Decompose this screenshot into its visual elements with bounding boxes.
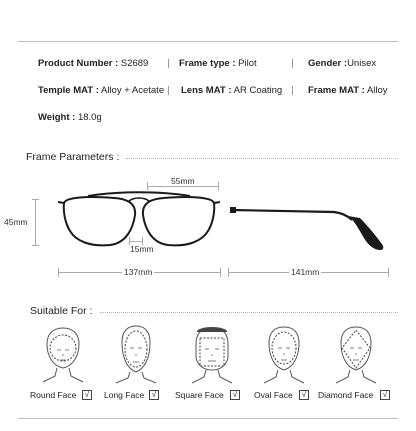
gender-value: Unisex (347, 58, 377, 69)
frame-type-value: Pilot (238, 58, 257, 69)
glasses-side-view (230, 206, 390, 256)
weight-label: Weight : (38, 112, 76, 123)
product-number-value: S2689 (120, 58, 149, 69)
spec-gender (308, 58, 376, 69)
temple-mat-value: Alloy + Acetate (101, 85, 165, 96)
nose-bridge (129, 198, 149, 201)
lens-mat-value: AR Coating (233, 85, 283, 96)
left-lens-rim (64, 197, 135, 245)
temple-length-label: 141mm (291, 267, 320, 277)
spec-weight (38, 112, 102, 123)
spec-separator (292, 86, 293, 95)
frame-mat-label: Frame MAT : (308, 85, 365, 96)
top-bridge (88, 192, 190, 196)
spec-temple-mat (38, 85, 164, 96)
diamond-face-label: Diamond Face (318, 390, 374, 400)
oval-face-checkbox: √ (299, 390, 309, 400)
round-face-label: Round Face (30, 390, 77, 400)
spec-lens-mat (181, 85, 282, 96)
weight-value: 18.0g (77, 112, 102, 123)
lens-width-label: 55mm (171, 176, 195, 186)
frame-width-label: 137mm (124, 267, 153, 277)
spec-frame-type (179, 58, 257, 69)
bridge-width-label: 15mm (130, 244, 154, 254)
diamond-face-checkbox: √ (380, 390, 390, 400)
dim-tick (32, 199, 39, 200)
spec-separator (168, 86, 169, 95)
frame-type-label: Frame type : (179, 58, 236, 69)
lens-height-line (35, 199, 36, 245)
lens-mat-label: Lens MAT : (181, 85, 232, 96)
square-face-checkbox: √ (230, 390, 240, 400)
right-lens-rim (143, 197, 214, 245)
bottom-divider (18, 418, 398, 419)
section-divider (100, 312, 398, 313)
spec-frame-mat (308, 85, 388, 96)
temple-tip (348, 216, 383, 250)
suitable-for-title: Suitable For : (30, 305, 93, 317)
top-divider (18, 41, 398, 42)
square-face-label: Square Face (175, 390, 224, 400)
long-face-label: Long Face (104, 390, 145, 400)
bridge-width-line (129, 241, 142, 242)
spec-separator (292, 59, 293, 68)
gender-label: Gender : (308, 58, 348, 69)
dim-tick (218, 182, 219, 190)
frame-parameters-title: Frame Parameters : (26, 151, 120, 163)
lens-height-label: 45mm (4, 217, 28, 227)
long-face-icon (110, 322, 162, 384)
round-face-icon (37, 322, 89, 384)
long-face-checkbox: √ (149, 390, 159, 400)
square-face-icon (186, 322, 238, 384)
temple-mat-label: Temple MAT : (38, 85, 99, 96)
spec-product-number (38, 58, 148, 69)
section-divider (126, 158, 398, 159)
oval-face-label: Oval Face (254, 390, 293, 400)
temple-arm (232, 210, 352, 220)
product-number-label: Product Number : (38, 58, 119, 69)
oval-face-icon (258, 322, 310, 384)
dim-tick (220, 268, 221, 277)
lens-width-line (147, 186, 218, 187)
dim-tick (388, 268, 389, 277)
dim-tick (32, 245, 39, 246)
round-face-checkbox: √ (82, 390, 92, 400)
diamond-face-icon (330, 322, 382, 384)
spec-separator (168, 59, 169, 68)
frame-mat-value: Alloy (366, 85, 388, 96)
